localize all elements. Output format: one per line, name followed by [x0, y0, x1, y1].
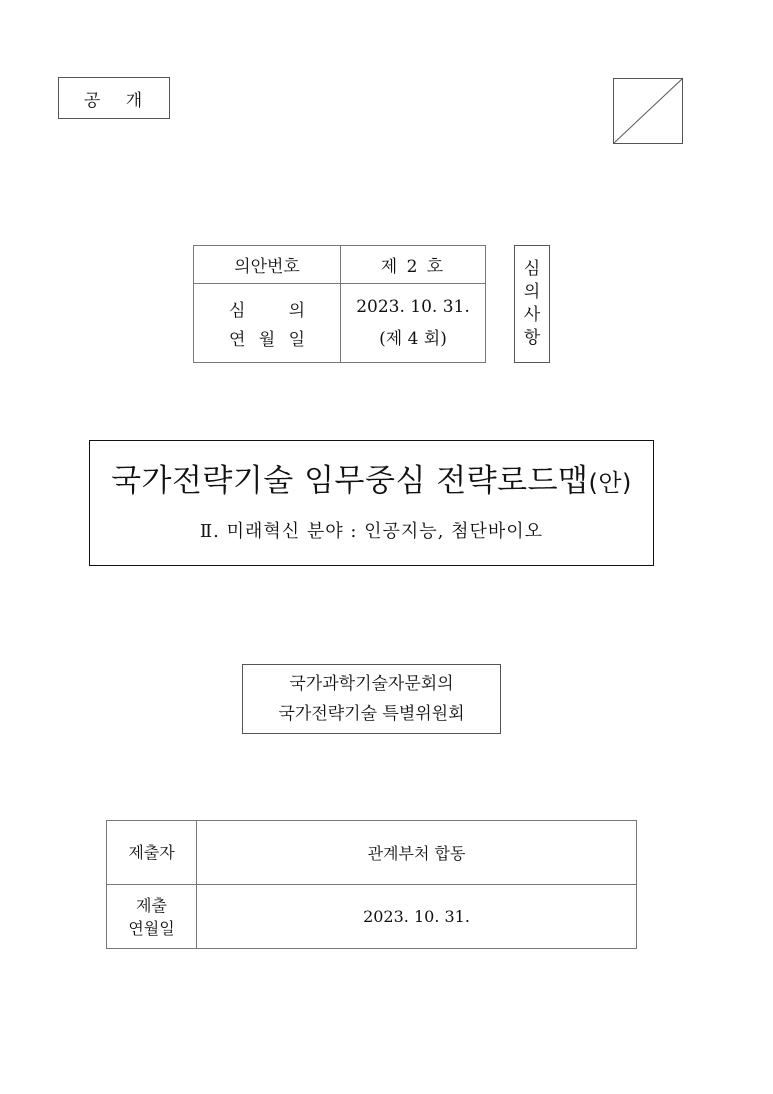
agenda-info-table — [193, 245, 486, 363]
submission-date-value: 2023. 10. 31. — [197, 885, 637, 949]
agenda-number-label: 의안번호 — [194, 246, 341, 284]
submitter-value: 관계부처 합동 — [197, 821, 637, 885]
organization-box — [242, 664, 501, 734]
agenda-session-text: (제 4 회) — [379, 329, 447, 349]
submission-date-label: 제출 연월일 — [107, 885, 197, 949]
document-subtitle: Ⅱ. 미래혁신 분야 : 인공지능, 첨단바이오 — [199, 520, 544, 542]
agenda-date-label-line1: 심 의 — [229, 301, 305, 321]
agenda-number-value — [341, 246, 486, 284]
document-title: 국가전략기술 임무중심 전략로드맵(안) — [111, 463, 632, 500]
submission-table — [106, 820, 637, 949]
agenda-date-value — [341, 284, 486, 363]
agenda-date-label — [194, 284, 341, 363]
submitter-label: 제출자 — [107, 821, 197, 885]
title-box — [89, 440, 654, 566]
agenda-date-label-line2: 연 월 일 — [229, 330, 305, 350]
organization-line1: 국가과학기술자문회의 — [289, 674, 454, 694]
diagonal-slash-box — [613, 78, 683, 144]
public-label: 공 개 — [58, 77, 170, 119]
agenda-date-text: 2023. 10. 31. — [356, 297, 470, 317]
title-suffix: (안) — [588, 469, 632, 498]
organization-line2: 국가전략기술 특별위원회 — [278, 704, 465, 724]
deliberation-items-label: 심 의 사 항 — [514, 245, 550, 363]
agenda-number-value-text: 제 2 호 — [380, 257, 446, 277]
